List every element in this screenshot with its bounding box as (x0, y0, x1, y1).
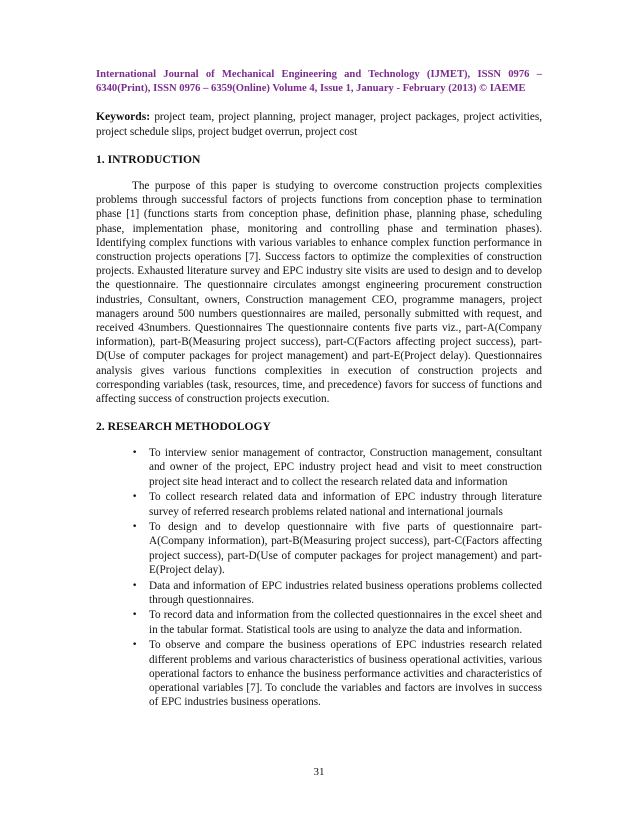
list-item-text: To observe and compare the business operations of EPC industries research related different problems and various characteristics of business operational activities, various operational factors to enhance the business performance activities and characteristics of operational variables [7]. To conclude the variables and factors are involves in success of EPC industries business operations. (149, 639, 542, 709)
list-item-text: Data and information of EPC industries related business operations problems collected through questionnaires. (149, 579, 542, 606)
bullet-icon: • (132, 448, 138, 459)
keywords-text: project team, project planning, project manager, project packages, project activities, project schedule slips, project budget overrun, project cost (96, 111, 542, 138)
list-item (132, 520, 542, 577)
bullet-icon: • (132, 580, 138, 591)
list-item (132, 446, 542, 489)
methodology-heading: 2. RESEARCH METHODOLOGY (96, 420, 271, 434)
list-item (132, 490, 542, 518)
list-item (132, 579, 542, 607)
bullet-icon: • (132, 640, 138, 651)
bullet-icon: • (132, 492, 138, 503)
list-item-text: To record data and information from the collected questionnaires in the excel sheet and in the tabular format. Statistical tools are using to analyze the data and information. (149, 609, 542, 636)
bullet-icon: • (132, 522, 138, 533)
keywords-label: Keywords: (96, 110, 151, 123)
introduction-heading: 1. INTRODUCTION (96, 153, 201, 166)
journal-header: International Journal of Mechanical Engineering and Technology (IJMET), ISSN 0976 – 6340(Print), ISSN 0976 – 6359(Online) Volume 4, Issue 1, January - February (2013) © IAEME (96, 69, 542, 94)
list-item (132, 608, 542, 636)
list-item-text: To interview senior management of contractor, Construction management, consultant and owner of the project, EPC industry project head and visit to meet construction project site head interact and to collect the research related data and information (149, 447, 542, 488)
list-item-text: To design and to develop questionnaire with five parts of questionnaire part-A(Company information), part-B(Measuring project success), part-C(Factors affecting project success), part-D(Use of computer packages for project management) and part-E(Project delay). (149, 521, 542, 576)
introduction-paragraph: The purpose of this paper is studying to overcome construction projects complexities problems through successful factors of projects functions from conception phase to termination phase [1] (functions starts from conception phase, definition phase, planning phase, scheduling phase, implementation phase, monitoring and controlling phase and termination phases). Identifying complex functions with various variables to enhance complex function performance in construction projects operations [7]. Success factors to optimize the complexities of construction projects. Exhausted literature survey and EPC industry site visits are used to design and to develop the questionnaire. The questionnaire circulates amongst engineering procurement construction industries, Consultant, owners, Construction management CEO, programme managers, project managers around 500 numbers questionnaires are mailed, personally submitted with request, and received 43numbers. Questionnaires The questionnaire contents five parts viz., part-A(Company information), part-B(Measuring project success), part-C(Factors affecting project success), part-D(Use of computer packages for project management) and part-E(Project delay). Questionnaires analysis gives various functions complexities in execution of construction projects and corresponding variables (task, resources, time, and precedence) favors for success of functions and affecting success of construction projects execution. (96, 180, 542, 406)
keywords-paragraph (96, 110, 542, 139)
page-number: 31 (313, 766, 325, 778)
methodology-list (96, 446, 542, 709)
bullet-icon: • (132, 610, 138, 621)
list-item (132, 638, 542, 709)
list-item-text: To collect research related data and information of EPC industry through literature survey of referred research problems related national and international journals (149, 491, 542, 518)
